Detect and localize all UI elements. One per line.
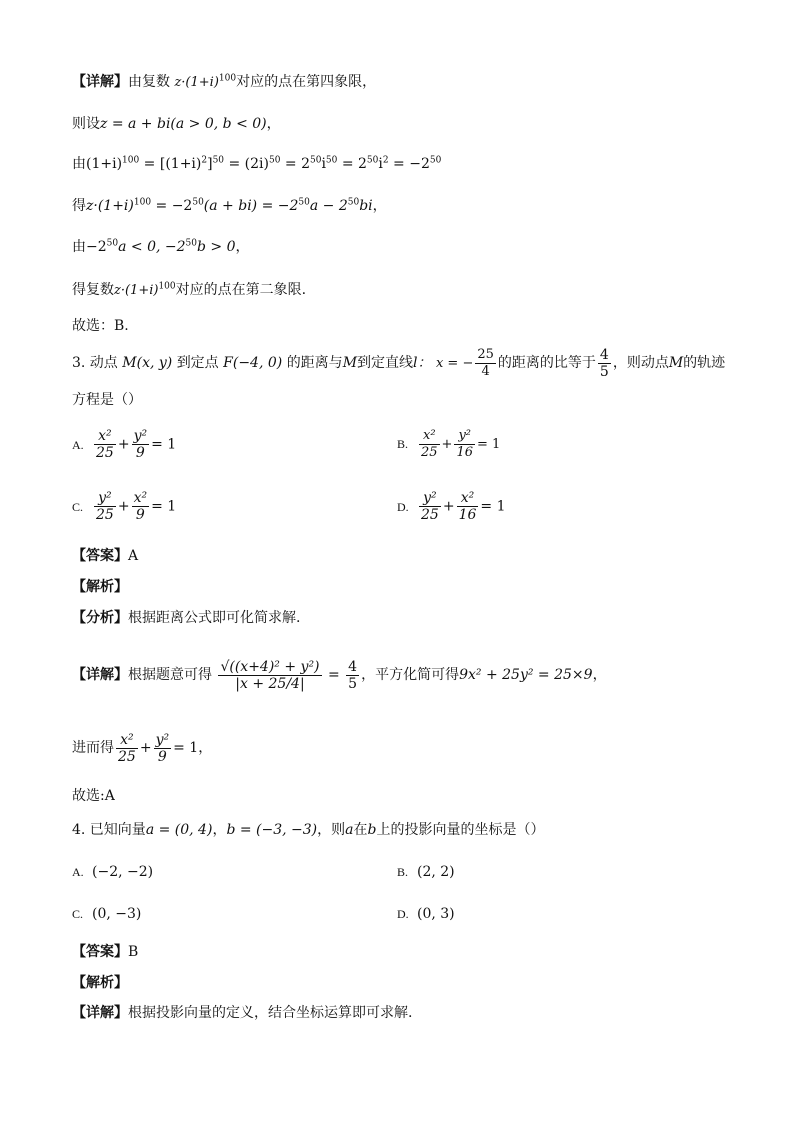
- q3-distance-fraction: $\frac{\text{√((x+4)² + y²)}}{|x + 25/4|}$: [220, 658, 320, 692]
- q4-option-c[interactable]: C. (0, −3): [72, 906, 142, 922]
- q4-option-a[interactable]: A. (−2, −2): [72, 864, 154, 880]
- sol2-choose: 故选：B.: [72, 318, 129, 334]
- sol2-line-2: 则设z = a + bi(a > 0, b < 0)，: [72, 116, 281, 132]
- sol2-line-3: 由$(1+i)^{100} = [(1+i)^2]^{50} = (2i)^{50} = 2^{50}i^{50} = 2^{50}i^2 = -2^{50}$: [72, 155, 442, 172]
- q3-stem-line-2: 方程是（）: [72, 392, 142, 408]
- q3-ratio-fraction: $\frac{4}{5}$: [599, 346, 609, 380]
- sol2-line-4: 得$z\cdot(1+i)^{100} = -2^{50}(a + bi) = -2^{50}a - 2^{50}bi$，: [72, 197, 387, 214]
- q3-then: 进而得 $\frac{\text{x²}}{25}$ + $\frac{\text{y²}}{9}$ = 1，: [72, 731, 213, 765]
- q4-detail: 【详解】根据投影向量的定义，结合坐标运算即可求解.: [72, 1005, 413, 1021]
- q3-line-fraction: $\frac{25}{4}$: [477, 346, 494, 379]
- q3-answer: 【答案】A: [72, 548, 139, 564]
- q3-option-b[interactable]: B. $\frac{\text{x²}}{25}$ + $\frac{\text{y²}}{16}$ = 1: [397, 428, 501, 460]
- q4-answer: 【答案】B: [72, 944, 139, 960]
- q3-option-c[interactable]: C. $\frac{\text{y²}}{25}$ + $\frac{\text{x²}}{9}$ = 1: [72, 490, 177, 523]
- q3-choose: 故选:A: [72, 788, 115, 804]
- q4-option-d[interactable]: D. (0, 3): [397, 906, 455, 922]
- sol2-line-1: 【详解】由复数 $z\cdot(1+i)^{100}$对应的点在第四象限，: [72, 73, 377, 90]
- sol2-line-6: 得复数$z\cdot(1+i)^{100}$对应的点在第二象限.: [72, 281, 307, 298]
- sol2-line-5: 由$-2^{50}a < 0$, $-2^{50}b > 0$，: [72, 238, 250, 255]
- q4-stem: 4. 已知向量a = (0, 4)，b = (−3, −3)，则a在b上的投影向量的坐标是（）: [72, 822, 545, 838]
- q3-fenxi: 【分析】根据距离公式即可化简求解.: [72, 610, 301, 626]
- q3-analysis-heading: 【解析】: [72, 579, 128, 595]
- q3-stem: 3. 动点 M(x, y) 到定点 F(−4, 0) 的距离与M到定直线l： x = − $\frac{25}{4}$ 的距离的比等于 $\frac{4}{5}$ ，则动点M的轨迹: [72, 346, 726, 380]
- q4-analysis-heading: 【解析】: [72, 975, 128, 991]
- q3-option-a[interactable]: A. $\frac{\text{x²}}{25}$ + $\frac{\text{y²}}{9}$ = 1: [72, 428, 177, 461]
- q3-detail: 【详解】根据题意可得 $\frac{\text{√((x+4)² + y²)}}{|x + 25/4|}$ = $\frac{4}{5}$ ，平方化简可得9x² + 25y² = 25×9，: [72, 658, 607, 692]
- q4-option-b[interactable]: B. (2, 2): [397, 864, 455, 880]
- q3-option-d[interactable]: D. $\frac{\text{y²}}{25}$ + $\frac{\text{x²}}{16}$ = 1: [397, 490, 506, 523]
